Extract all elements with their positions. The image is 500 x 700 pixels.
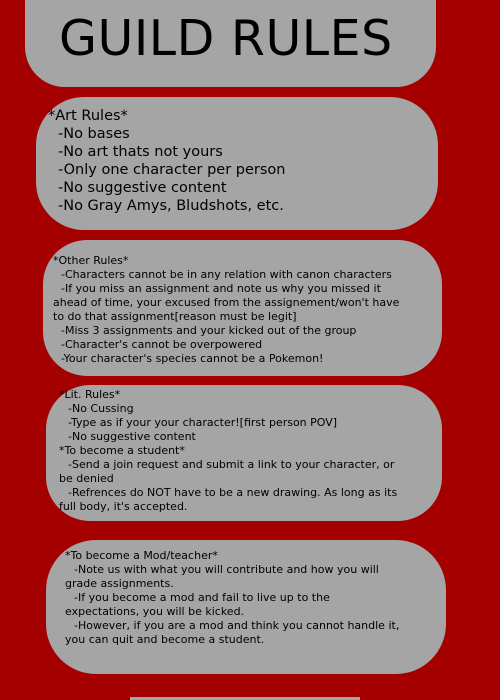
other-rules-bubble — [43, 240, 442, 376]
mod-rules-heading: *To become a Mod/teacher* — [65, 549, 218, 562]
other-rules-heading: *Other Rules* — [53, 254, 129, 267]
page-title: GUILD RULES — [59, 10, 393, 67]
mod-rule-line: expectations, you will be kicked. — [65, 605, 245, 618]
mod-rules-bubble — [46, 540, 446, 674]
other-rule-line: -Miss 3 assignments and your kicked out of the group — [61, 324, 357, 337]
art-rule-line: -No suggestive content — [58, 180, 227, 196]
lit-rules-heading: *Lit. Rules* — [59, 388, 121, 401]
lit-rule-line: -No Cussing — [68, 402, 134, 415]
mod-rule-line: -If you become a mod and fail to live up to the — [74, 591, 330, 604]
other-rule-line: -If you miss an assignment and note us why you missed it — [61, 282, 381, 295]
other-rule-line: -Character's cannot be overpowered — [61, 338, 263, 351]
mod-rule-line: you can quit and become a student. — [65, 633, 265, 646]
mod-rule-line: grade assignments. — [65, 577, 174, 590]
lit-rule-line: -Type as if your your character![first person POV] — [68, 416, 338, 429]
other-rule-line: to do that assignment[reason must be legit] — [53, 310, 297, 323]
mod-rule-line: -Note us with what you will contribute and how you will — [74, 563, 379, 576]
student-heading: *To become a student* — [59, 444, 185, 457]
other-rule-line: ahead of time, your excused from the assignement/won't have — [53, 296, 400, 309]
mod-rule-line: -However, if you are a mod and think you cannot handle it, — [74, 619, 400, 632]
art-rules-heading: *Art Rules* — [48, 108, 128, 124]
student-rule-line: -Send a join request and submit a link to your character, or — [68, 458, 395, 471]
other-rule-line: -Characters cannot be in any relation with canon characters — [61, 268, 392, 281]
title-bubble — [25, 0, 436, 87]
art-rule-line: -No bases — [58, 126, 130, 142]
art-rule-line: -Only one character per person — [58, 162, 286, 178]
lit-rules-bubble — [46, 385, 442, 521]
art-rules-bubble — [36, 97, 438, 230]
art-rule-line: -No art thats not yours — [58, 144, 223, 160]
student-rule-line: -Refrences do NOT have to be a new drawing. As long as its — [68, 486, 398, 499]
art-rule-line: -No Gray Amys, Bludshots, etc. — [58, 198, 284, 214]
other-rule-line: -Your character's species cannot be a Pokemon! — [61, 352, 324, 365]
student-rule-line: full body, it's accepted. — [59, 500, 188, 513]
lit-rule-line: -No suggestive content — [68, 430, 196, 443]
student-rule-line: be denied — [59, 472, 114, 485]
